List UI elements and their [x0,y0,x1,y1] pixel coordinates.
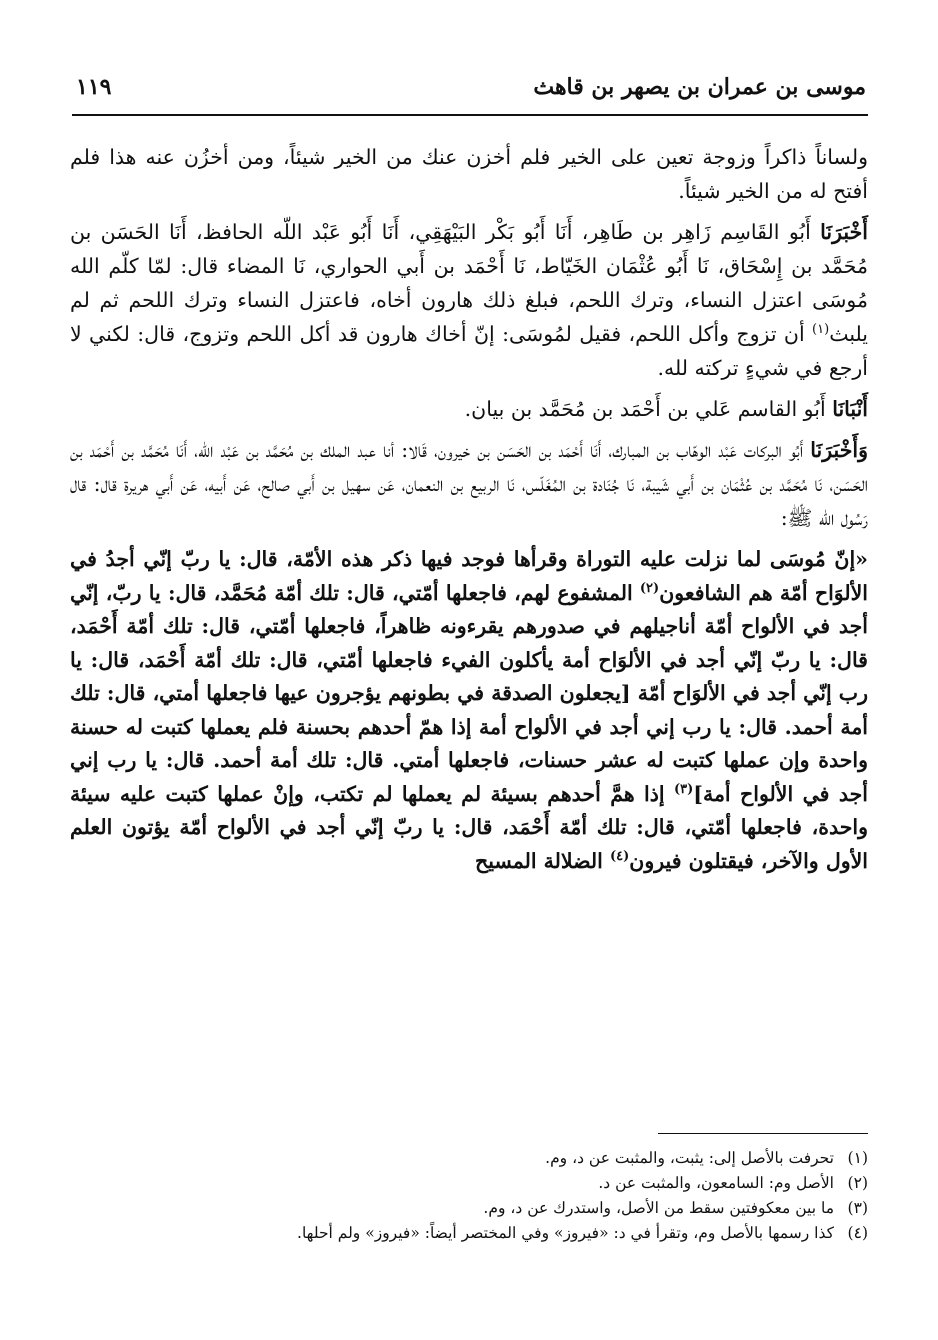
footnote-text: الأصل وم: السامعون، والمثبت عن د. [598,1174,834,1192]
footnote-3 [70,1196,868,1221]
paragraph-text: ولساناً ذاكراً وزوجة تعين على الخير فلم أخزن عنك من الخير شيئاً، ومن أخزُن عنه هذا فلم أفتح له من الخير شيئاً. [70,145,868,203]
running-title: موسى بن عمران بن يصهر بن قاهث [533,74,866,100]
footnote-text: كذا رسمها بالأصل وم، وتقرأ في د: «فيروز» وفي المختصر أيضاً: «فيروز» ولم أحلها. [297,1224,834,1242]
footnote-ref-4[interactable]: (٤) [610,848,630,864]
paragraph-1 [70,140,868,208]
paragraph-2 [70,215,868,385]
hadith-part: «إنّ مُوسَى لما نزلت عليه التوراة وقرأها فوجد فيها ذكر هذه الأمّة، قال: يا ربّ إنّي أجدُ في الألوَاح أمّة هم الشافعون [70,547,868,605]
hadith-text [70,543,868,878]
paragraph-3 [70,392,868,426]
hadith-part: الضلالة المسيح [475,848,610,873]
paragraph-text: أَبُو القَاسِم زَاهِر بن طَاهِر، أَنَا أَبُو بَكْر البَيْهَقِي، أَنَا أَبُو عَبْد اللّه الحافظ، أَنَا الحَسَن بن مُحَمَّد بن إِسْحَاق، نَا أَبُو عُثْمَان الخَيّاط، نَا أَحْمَد بن أَبي الحواري، نَا المضاء قال: لمّا كلّم الله مُوسَى اعتزل النساء، وترك اللحم، فبلغ ذلك هارون أخاه، فاعتزل النساء وترك اللحم ثم لم يلبث [70,220,868,346]
footnote-2 [70,1171,868,1196]
footnote-ref-1[interactable]: (١) [812,322,830,338]
footnote-text: تحرفت بالأصل إلى: يثبت، والمثبت عن د، وم. [545,1149,834,1167]
paragraph-text: أن تزوج وأكل اللحم، فقيل لمُوسَى: إنّ أخاك هارون قد أكل اللحم وتزوج، قال: لكني لا أرجع في شيءٍ تركته لله. [70,322,868,380]
footnote-1 [70,1146,868,1171]
footnote-number: (٣) [847,1199,868,1217]
footnote-text: ما بين معكوفتين سقط من الأصل، واستدرك عن د، وم. [483,1199,834,1217]
footnote-number: (٤) [847,1224,868,1242]
page-number: ١١٩ [76,74,112,100]
paragraph-4 [70,433,868,535]
footnote-number: (١) [847,1149,868,1167]
footnote-number: (٢) [847,1174,868,1192]
footnote-separator [658,1133,868,1134]
hadith-part: المشفوع لهم، فاجعلها أمّتي، قال: تلك أمّة مُحَمَّد، قال: يا ربّ، إنّي أجد في الألواح أمّة أناجيلهم في صدورهم يقرءونه ظاهراً، فاجعلها أمّتي، قال: تلك أمّة أَحْمَد، قال: يا ربّ إنّي أجد في الألوَاح أمة يأكلون الفيء فاجعلها أمّتي، قال: تلك أمّة أَحْمَد، قال: يا رب إنّي أجد في الألوَاح أمّة [يجعلون الصدقة في بطونهم يؤجرون عيها فاجعلها أمتي، قال: تلك أمة أحمد. قال: يا رب إني أجد في الألواح أمة إذا همّ أحدهم بحسنة فلم يعملها كتبت له حسنة واحدة وإن عملها كتبت له عشر حسنات، فاجعلها أمتي. قال: تلك أمة أحمد. قال: يا رب إني أجد في الألواح أمة] [70,580,868,806]
hadith-part: إذا همَّ أحدهم بسيئة لم يعملها لم تكتب، وإنْ عملها كتبت عليه سيئة واحدة، فاجعلها أمّتي، قال: تلك أمّة أَحْمَد، قال: يا ربّ إنّي أجد في الألواح أمّة يؤتون العلم الأول والآخر، فيقتلون فيرون [70,781,868,873]
isnad-lead-word: أَخْبَرَنَا [820,220,868,244]
footnote-ref-3[interactable]: (٣) [673,781,694,797]
isnad-lead-word: وَأَخْبَرَنَا [810,438,868,462]
paragraph-text: أَبُو القاسم عَلي بن أَحْمَد بن مُحَمَّد بن بيان. [464,397,833,421]
footnote-4 [70,1221,868,1246]
footnotes [70,1146,868,1246]
paragraph-text: أَبُو البركات عَبْد الوهّاب بن المبارك، أَنَا أَحْمَد بن الحَسَن بن خيرون، قَالا: أنا عبد الملك بن مُحَمَّد بن عَبْد اللّه، أَنَا مُحَمَّد بن أَحْمَد بن الحَسَن، نَا مُحَمَّد بن عُثْمَان بن أَبي شَيبة، نَا جُنَادة بن المُغَلّس، نَا الربيع بن النعمان، عَن سهيل بن أَبي صالح، عَن أَبيه، عَن أَبي هريرة قال: قال رَسُول الله ﷺ: [70,438,868,530]
main-text [70,140,868,878]
isnad-lead-word: أَنْبَانَا [832,397,868,421]
page-header [72,70,868,116]
footnote-ref-2[interactable]: (٢) [639,580,660,596]
